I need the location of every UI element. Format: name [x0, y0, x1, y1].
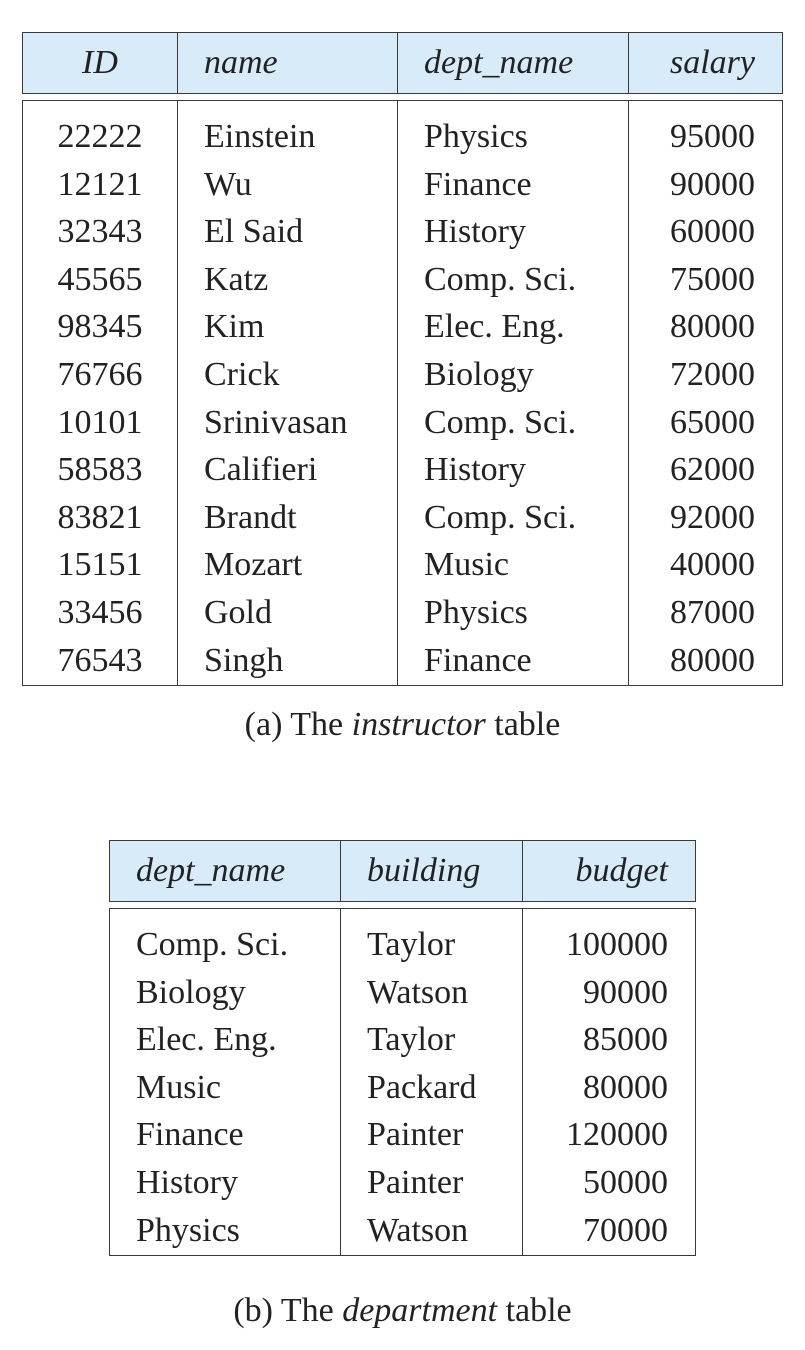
instructor-cell-salary: 40000: [670, 546, 755, 584]
instructor-header-id-label: ID: [82, 44, 118, 81]
instructor-column-name: [178, 101, 398, 685]
instructor-cell-id: 76766: [57, 355, 143, 393]
instructor-cell-name: Einstein: [204, 118, 316, 155]
instructor-cell-dept-name: Music: [424, 546, 509, 584]
department-header-building-label: building: [367, 852, 481, 889]
department-header-budget-label: budget: [575, 852, 668, 889]
instructor-caption-italic: instructor: [351, 706, 486, 743]
department-cell-dept-name: History: [136, 1163, 238, 1201]
instructor-cell-salary: 90000: [670, 165, 755, 203]
instructor-header-dept-name: [398, 33, 629, 93]
department-header-budget: [523, 841, 694, 901]
instructor-cell-id: 12121: [57, 165, 143, 203]
instructor-cell-id: 22222: [57, 118, 143, 155]
instructor-cell-name: Kim: [204, 308, 265, 346]
instructor-cell-name: Singh: [204, 641, 284, 679]
instructor-cell-id: 58583: [57, 451, 143, 489]
instructor-cell-id: 98345: [57, 308, 143, 346]
instructor-cell-dept-name: Comp. Sci.: [424, 498, 577, 536]
department-cell-budget: 85000: [583, 1021, 668, 1059]
instructor-cell-id: 83821: [57, 498, 143, 536]
instructor-cell-id: 33456: [57, 593, 143, 631]
department-cell-budget: 100000: [566, 926, 668, 963]
instructor-caption-suffix: table: [494, 706, 561, 743]
instructor-cell-name: Califieri: [204, 451, 318, 489]
instructor-cell-name: Crick: [204, 355, 280, 393]
department-cell-budget: 70000: [583, 1211, 668, 1249]
department-caption-italic: department: [342, 1292, 498, 1329]
department-cell-building: Painter: [367, 1116, 464, 1154]
instructor-cell-salary: 87000: [670, 593, 755, 631]
department-cell-dept-name: Music: [136, 1068, 221, 1106]
instructor-cell-dept-name: Elec. Eng.: [424, 308, 565, 346]
department-cell-budget: 90000: [583, 973, 668, 1011]
instructor-cell-salary: 60000: [670, 213, 755, 251]
instructor-cell-dept-name: History: [424, 451, 526, 489]
instructor-cell-salary: 92000: [670, 498, 755, 536]
instructor-cell-id: 10101: [57, 403, 143, 441]
instructor-cell-salary: 75000: [670, 260, 755, 298]
instructor-cell-dept-name: Physics: [424, 593, 528, 631]
instructor-table-caption: [0, 706, 805, 744]
department-caption-prefix: (b) The: [233, 1292, 334, 1329]
instructor-cell-name: Brandt: [204, 498, 297, 536]
department-cell-budget: 80000: [583, 1068, 668, 1106]
department-header-dept-name-label: dept_name: [136, 852, 286, 889]
instructor-cell-dept-name: Finance: [424, 165, 532, 203]
department-caption-suffix: table: [505, 1292, 572, 1329]
department-cell-budget: 50000: [583, 1163, 668, 1201]
department-cell-building: Painter: [367, 1163, 464, 1201]
instructor-caption-prefix: (a) The: [244, 706, 344, 743]
instructor-cell-name: Wu: [204, 165, 252, 203]
instructor-cell-name: Mozart: [204, 546, 303, 584]
instructor-cell-name: El Said: [204, 213, 304, 251]
instructor-table-body: [22, 100, 783, 686]
instructor-header-id: [23, 33, 178, 93]
department-cell-building: Watson: [367, 1211, 469, 1249]
instructor-cell-name: Gold: [204, 593, 272, 631]
department-column-building: [341, 909, 523, 1255]
department-cell-budget: 120000: [566, 1116, 668, 1154]
instructor-cell-salary: 80000: [670, 308, 755, 346]
instructor-cell-dept-name: Biology: [424, 355, 534, 393]
instructor-cell-salary: 95000: [670, 118, 755, 155]
instructor-header-name: [178, 33, 398, 93]
instructor-cell-dept-name: Finance: [424, 641, 532, 679]
instructor-cell-name: Srinivasan: [204, 403, 348, 441]
department-table-caption: [0, 1292, 805, 1330]
instructor-header-salary: [629, 33, 781, 93]
instructor-cell-salary: 72000: [670, 355, 755, 393]
department-cell-dept-name: Biology: [136, 973, 246, 1011]
instructor-column-dept-name: [398, 101, 629, 685]
instructor-header-salary-label: salary: [670, 44, 755, 81]
department-column-dept-name: [110, 909, 341, 1255]
department-cell-dept-name: Physics: [136, 1211, 240, 1249]
department-table-body: [109, 908, 696, 1256]
instructor-cell-dept-name: History: [424, 213, 526, 251]
instructor-cell-name: Katz: [204, 260, 269, 298]
instructor-cell-salary: 80000: [670, 641, 755, 679]
instructor-column-id: [23, 101, 178, 685]
department-cell-building: Watson: [367, 973, 469, 1011]
instructor-cell-dept-name: Physics: [424, 118, 528, 155]
instructor-header-name-label: name: [204, 44, 278, 81]
department-cell-building: Taylor: [367, 1021, 456, 1059]
department-cell-dept-name: Elec. Eng.: [136, 1021, 277, 1059]
instructor-cell-dept-name: Comp. Sci.: [424, 260, 577, 298]
department-header-dept-name: [110, 841, 341, 901]
instructor-cell-id: 15151: [57, 546, 143, 584]
instructor-cell-dept-name: Comp. Sci.: [424, 403, 577, 441]
department-cell-dept-name: Comp. Sci.: [136, 926, 289, 963]
department-cell-dept-name: Finance: [136, 1116, 244, 1154]
instructor-cell-id: 76543: [57, 641, 143, 679]
instructor-cell-salary: 62000: [670, 451, 755, 489]
instructor-cell-salary: 65000: [670, 403, 755, 441]
instructor-column-salary: [629, 101, 781, 685]
instructor-cell-id: 32343: [57, 213, 143, 251]
instructor-table-header: [22, 32, 783, 94]
instructor-cell-id: 45565: [57, 260, 143, 298]
department-cell-building: Taylor: [367, 926, 456, 963]
department-table-header: [109, 840, 696, 902]
department-cell-building: Packard: [367, 1068, 477, 1106]
department-column-budget: [523, 909, 694, 1255]
instructor-header-dept-name-label: dept_name: [424, 44, 574, 81]
department-header-building: [341, 841, 523, 901]
